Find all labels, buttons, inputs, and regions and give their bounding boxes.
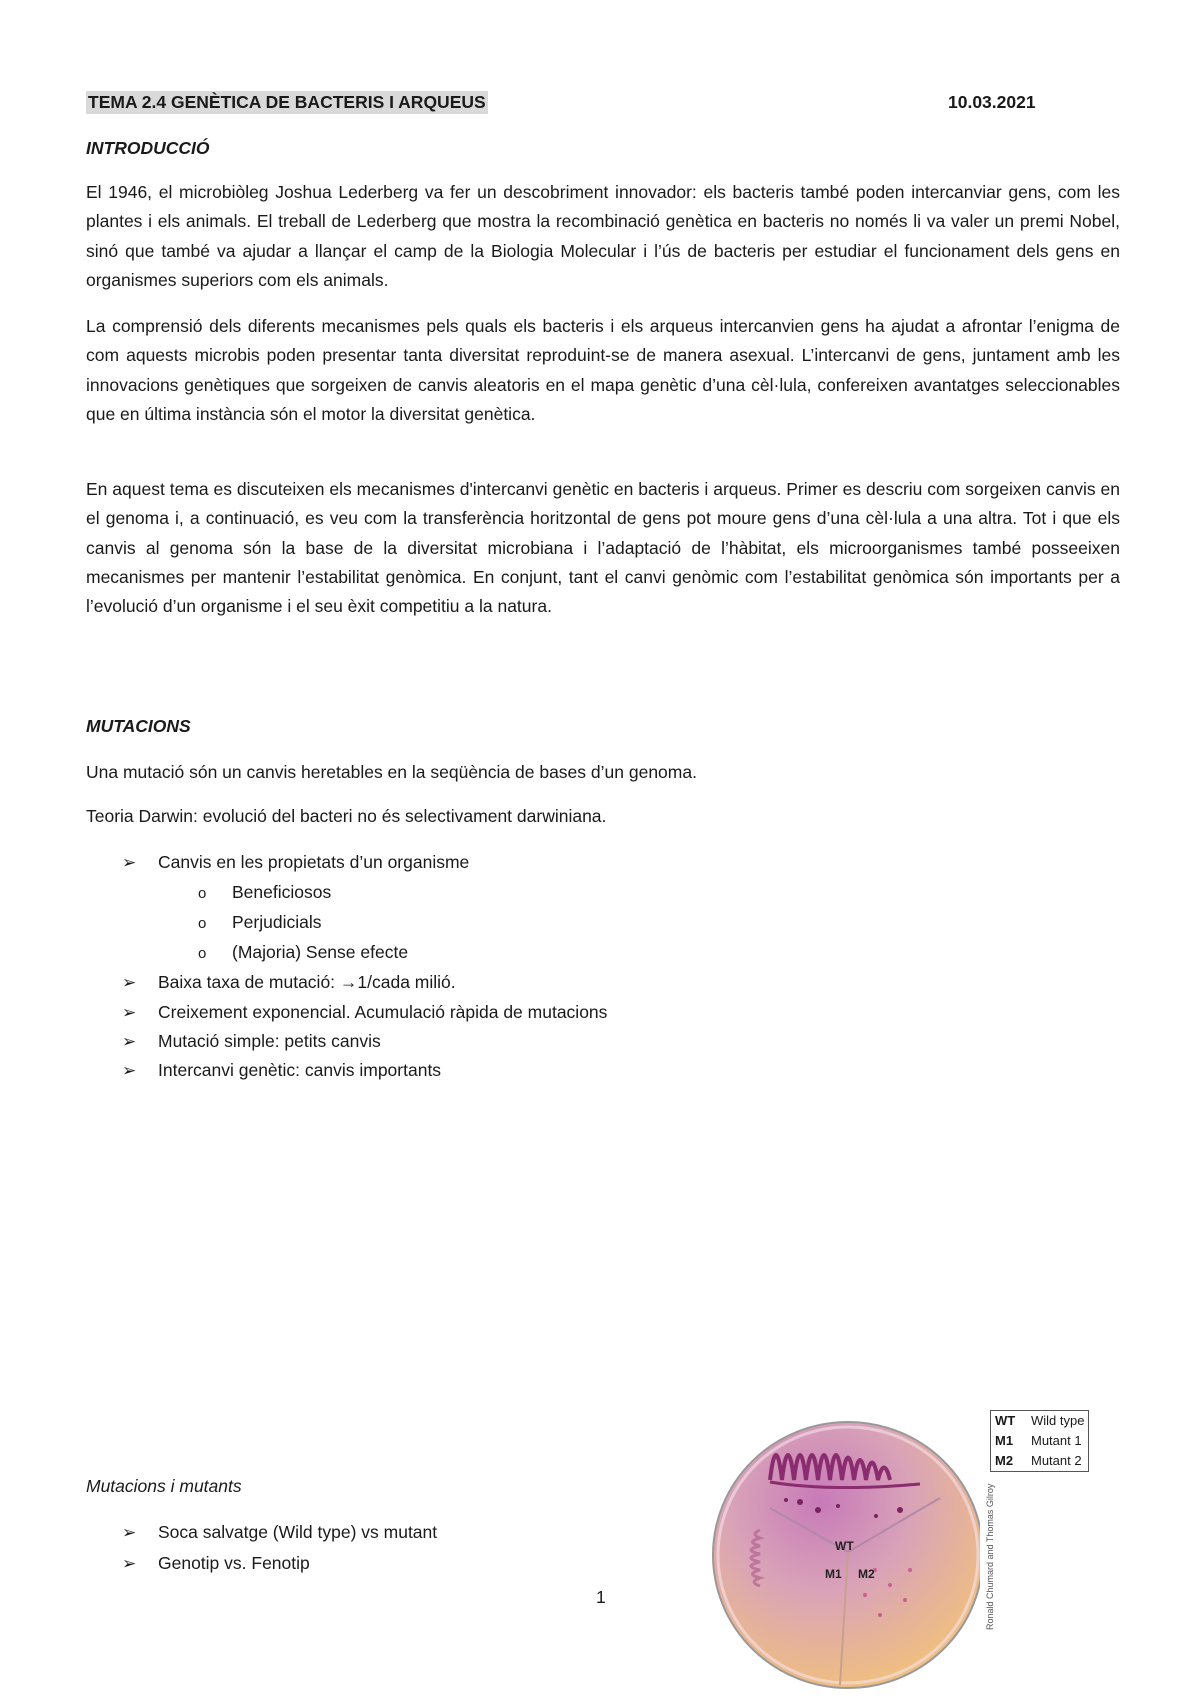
circle-bullet-icon: o bbox=[198, 945, 207, 962]
circle-bullet-icon: o bbox=[198, 885, 207, 902]
document-date: 10.03.2021 bbox=[948, 92, 1036, 112]
mutacio-definition: Una mutació són un canvis heretables en la seqüència de bases d’un genoma. bbox=[86, 762, 697, 782]
plate-label-m2: M2 bbox=[858, 1567, 875, 1581]
arrow-bullet-icon: ➢ bbox=[122, 1523, 137, 1542]
list-item: ➢ Creixement exponencial. Acumulació ràpida de mutacions bbox=[122, 1002, 608, 1022]
mutants-heading: Mutacions i mutants bbox=[86, 1476, 242, 1496]
intro-paragraph-2: La comprensió dels diferents mecanismes pels quals els bacteris i els arqueus intercanvien gens ha ajudat a afrontar l’enigma de com aquests microbis poden presentar tanta diversitat reproduint-se de manera asexual. L’intercanvi de gens, juntament amb les innovacions genètiques que sorgeixen de canvis aleatoris en el mapa genètic d’una cèl·lula, confereixen avantatges seleccionables que en última instància són el motor la diversitat genètica. bbox=[86, 316, 1120, 424]
intro-paragraph-1: El 1946, el microbiòleg Joshua Lederberg va fer un descobriment innovador: els bacteris també poden intercanviar gens, com les plantes i els animals. El treball de Lederberg que mostra la recombinació genètica en bacteris no només li va valer un premi Nobel, sinó que també va ajudar a llançar el camp de la Biologia Molecular i l’ús de bacteris per estudiar el funcionament dels gens en organismes superiors com els animals. bbox=[86, 182, 1120, 290]
arrow-bullet-icon: ➢ bbox=[122, 1032, 137, 1051]
arrow-bullet-icon: ➢ bbox=[122, 853, 137, 872]
plate-label-m1: M1 bbox=[825, 1567, 842, 1581]
intro-paragraph-3: En aquest tema es discuteixen els mecanismes d'intercanvi genètic en bacteris i arqueus. Primer es descriu com sorgeixen canvis en el genoma i, a continuació, es veu com la transferència horitzontal de gens pot moure gens d’una cèl·lula a una altra. Tot i que els canvis al genoma són la base de la diversitat microbiana i l’adaptació de l’hàbitat, els microorganismes també posseeixen mecanismes per mantenir l’estabilitat genòmica. En conjunt, tant el canvi genòmic com l’estabilitat genòmica són importants per a l’evolució d’un organisme i el seu èxit competitiu a la natura. bbox=[86, 479, 1120, 617]
sub-list-item: o (Majoria) Sense efecte bbox=[198, 942, 409, 962]
plate-label-wt: WT bbox=[835, 1539, 854, 1553]
page-number: 1 bbox=[596, 1587, 606, 1607]
sub-list-item: o Beneficiosos bbox=[198, 882, 332, 902]
arrow-bullet-icon: ➢ bbox=[122, 1554, 137, 1573]
intro-heading: INTRODUCCIÓ bbox=[86, 138, 210, 158]
list-item: ➢ Mutació simple: petits canvis bbox=[122, 1031, 381, 1051]
arrow-bullet-icon: ➢ bbox=[122, 1003, 137, 1022]
sub-list-item: o Perjudicials bbox=[198, 912, 322, 932]
figure-legend bbox=[990, 1410, 1089, 1472]
mutacions-heading: MUTACIONS bbox=[86, 716, 191, 736]
document-title: TEMA 2.4 GENÈTICA DE BACTERIS I ARQUEUS bbox=[88, 92, 486, 112]
circle-bullet-icon: o bbox=[198, 915, 207, 932]
legend-row: M2 Mutant 2 bbox=[995, 1453, 1082, 1468]
image-credit: Ronald Chumard and Thomas Gilroy bbox=[985, 1483, 995, 1630]
arrow-bullet-icon: ➢ bbox=[122, 973, 137, 992]
legend-row: M1 Mutant 1 bbox=[995, 1433, 1082, 1448]
list-item: ➢ Canvis en les propietats d’un organisme bbox=[122, 852, 470, 872]
list-item: ➢ Soca salvatge (Wild type) vs mutant bbox=[122, 1522, 438, 1542]
list-item: ➢ Baixa taxa de mutació: →1/cada milió. bbox=[122, 972, 456, 992]
list-item: ➢ Intercanvi genètic: canvis importants bbox=[122, 1060, 442, 1080]
legend-row: WT Wild type bbox=[995, 1413, 1085, 1428]
darwin-line: Teoria Darwin: evolució del bacteri no és selectivament darwiniana. bbox=[86, 806, 607, 826]
arrow-bullet-icon: ➢ bbox=[122, 1061, 137, 1080]
list-item: ➢ Genotip vs. Fenotip bbox=[122, 1553, 310, 1573]
petri-dish-image bbox=[700, 1420, 980, 1695]
